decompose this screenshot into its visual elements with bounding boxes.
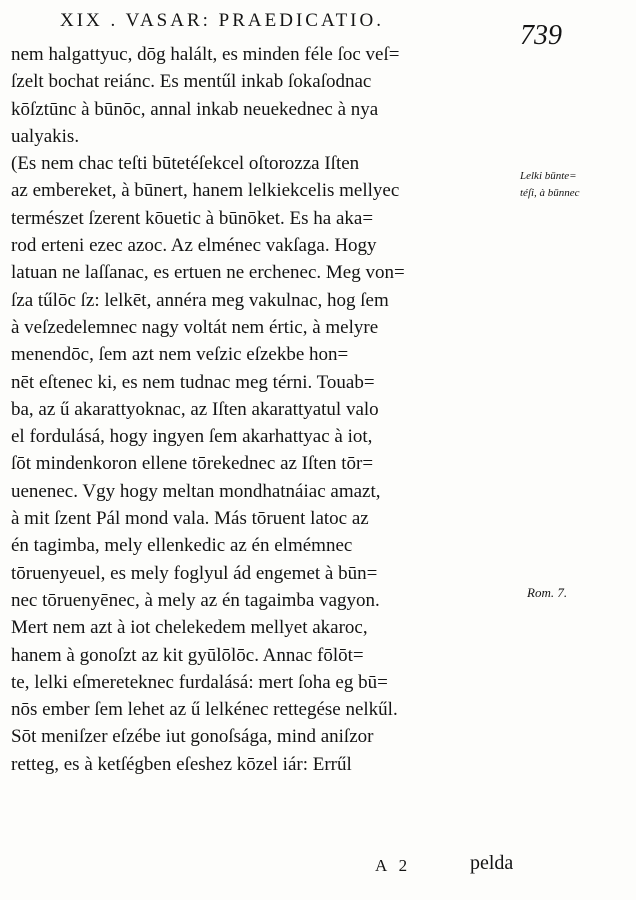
text-line: Mert nem azt à iot chelekedem mellyet akaroc, [11,617,368,639]
text-line: ba, az ű akarattyoknac, az Iſten akarattyatul valo [11,398,379,420]
margin-note-line: Lelki būnte= [520,170,577,182]
text-line: el fordulásá, hogy ingyen ſem akarhattyac à iot, [11,426,373,448]
text-line: rod erteni ezec azoc. Az elménec vakſaga. Hogy [11,235,377,257]
text-line: à mit ſzent Pál mond vala. Más tōruent latoc az [11,508,369,530]
margin-citation: Rom. 7. [527,585,568,600]
signature-mark: A 2 [375,856,412,875]
text-line: uenenec. Vgy hogy meltan mondhatnáiac amazt, [11,480,381,502]
text-line: nem halgattyuc, dōg halált, es minden féle ſoc veſ= [11,44,400,65]
page-number: 739 [520,20,562,51]
text-line: à veſzedelemnec nagy voltát nem értic, à melyre [11,316,379,338]
margin-note [520,168,630,202]
text-line: hanem à gonoſzt az kit gyūlōlōc. Annac fōlōt= [11,644,364,666]
text-line: nec tōruenyēnec, à mely az én tagaimba vagyon. [11,589,380,611]
text-line: az embereket, à būnert, hanem lelkiekcelis mellyec [11,180,400,202]
body-text [11,41,521,778]
text-line: ſza tűlōc ſz: lelkēt, annéra meg vakulnac, hog ſem [11,289,389,311]
text-line: ſōt mindenkoron ellene tōrekednec az Iſten tōr= [11,453,374,475]
text-line: tōruenyeuel, es mely foglyul ád engemet à būn= [11,562,378,584]
running-head: XIX . VASAR: PRAEDICATIO. [60,10,384,31]
text-line: (Es nem chac teſti būtetéſekcel oſtorozza Iſten [11,153,360,175]
text-line: én tagimba, mely ellenkedic az én elmémnec [11,535,353,557]
text-line: természet ſzerent kōuetic à būnōket. Es ha aka= [11,207,374,229]
text-line: latuan ne laſſanac, es ertuen ne erchenec. Meg von= [11,262,405,284]
margin-note-line: téſi, à būnnec [520,187,580,199]
text-line: ualyakis. [11,125,80,147]
text-line: ſzelt bochat reiánc. Es mentűl inkab ſokaſodnac [11,71,372,93]
text-line: nēt eſtenec ki, es nem tudnac meg térni. Touab= [11,371,375,393]
text-line: Sōt meniſzer eſzébe iut gonoſsága, mind aniſzor [11,726,374,748]
text-line: nōs ember ſem lehet az ű lelkénec rettegése nelkűl. [11,699,398,721]
catchword: pelda [470,852,514,874]
text-line: menendōc, ſem azt nem veſzic eſzekbe hon= [11,344,349,366]
text-line: kōſztūnc à būnōc, annal inkab neuekednec à nya [11,98,379,120]
text-line: te, lelki eſmereteknec furdalásá: mert ſoha eg bū= [11,671,388,693]
text-line: retteg, es à ketſégben eſeshez kōzel iár: Errűl [11,753,352,775]
